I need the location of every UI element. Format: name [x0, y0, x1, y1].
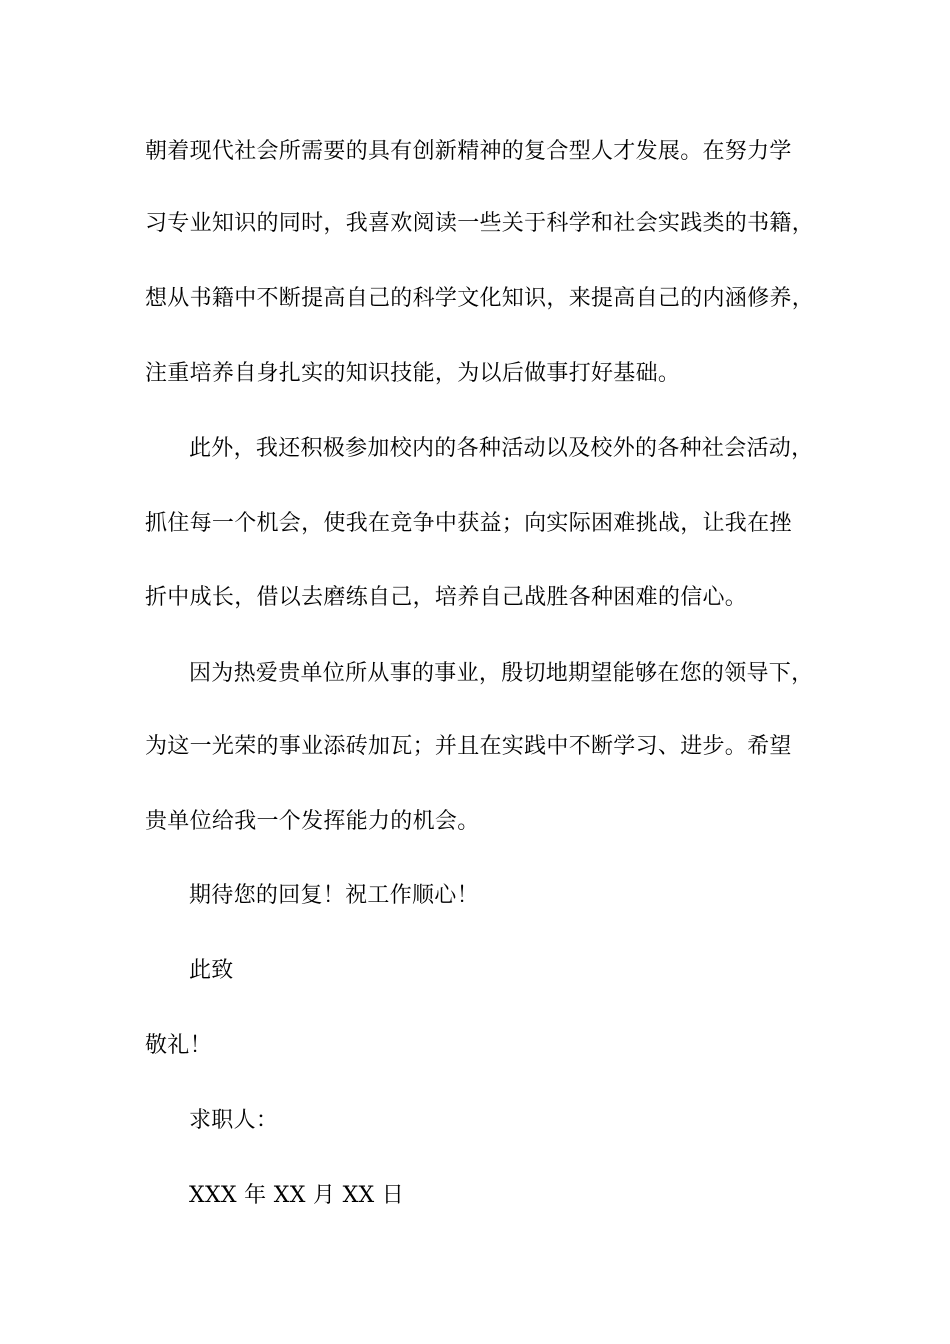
signature-label: 求职人：	[189, 1108, 279, 1133]
closing-salutation: 此致	[189, 958, 234, 983]
paragraph-3-line-2: 为这一光荣的事业添砖加瓦；并且在实践中不断学习、进步。希望	[145, 734, 792, 759]
paragraph-1-line-2: 习专业知识的同时，我喜欢阅读一些关于科学和社会实践类的书籍，	[145, 211, 815, 236]
signature-date: XXX 年 XX 月 XX 日	[189, 1183, 405, 1208]
paragraph-1-line-1: 朝着现代社会所需要的具有创新精神的复合型人才发展。在努力学	[145, 139, 792, 164]
paragraph-3-line-1: 因为热爱贵单位所从事的事业，殷切地期望能够在您的领导下，	[189, 661, 814, 686]
paragraph-2-line-2: 抓住每一个机会，使我在竞争中获益；向实际困难挑战，让我在挫	[145, 511, 792, 536]
paragraph-2-line-3: 折中成长，借以去磨练自己，培养自己战胜各种困难的信心。	[145, 585, 748, 610]
paragraph-1-line-4: 注重培养自身扎实的知识技能，为以后做事打好基础。	[145, 361, 681, 386]
paragraph-1-line-3: 想从书籍中不断提高自己的科学文化知识，来提高自己的内涵修养，	[145, 286, 815, 311]
paragraph-2-line-1: 此外，我还积极参加校内的各种活动以及校外的各种社会活动，	[189, 436, 814, 461]
closing-wish: 期待您的回复！祝工作顺心！	[189, 883, 479, 908]
closing-regards: 敬礼！	[145, 1033, 212, 1058]
paragraph-3-line-3: 贵单位给我一个发挥能力的机会。	[145, 809, 480, 834]
